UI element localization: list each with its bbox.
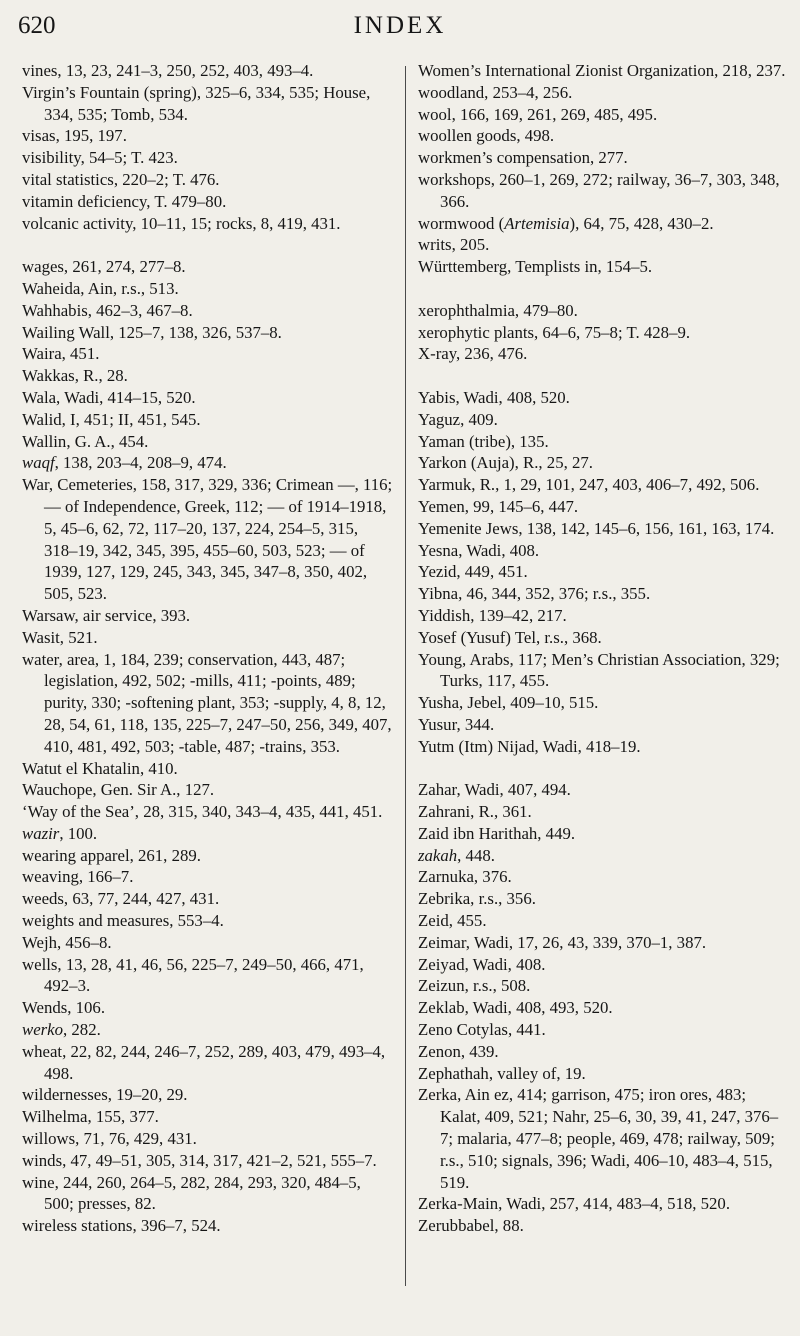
index-entry-text: wine, 244, 260, 264–5, 282, 284, 293, 320, 484–5, 500; presses, 82. — [22, 1172, 361, 1214]
index-entry — [418, 60, 790, 82]
index-entry-text: Yusha, Jebel, 409–10, 515. — [418, 693, 599, 713]
index-entry — [418, 1063, 790, 1085]
index-entry-italic-text: zakah — [418, 845, 458, 865]
index-entry-text: Wahhabis, 462–3, 467–8. — [22, 300, 193, 320]
index-entry-text: xerophytic plants, 64–6, 75–8; T. 428–9. — [418, 322, 691, 342]
index-entry-text: weeds, 63, 77, 244, 427, 431. — [22, 889, 220, 909]
index-entry-text: War, Cemeteries, 158, 317, 329, 336; Crimean —, 116; — of Independence, Greek, 112; — of 1914–1918, 5, 45–6, 62, 72, 117–20, 137, 224, 254–5, 315, 318–19, 342, 345, 395, 455–60, 503, 523; — of 1939, 127, 129, 245, 343, 345, 347–8, 350, 402, 505, 523. — [22, 475, 393, 604]
index-entry-italic-text: waqf — [22, 453, 55, 473]
index-entry-text: Virgin’s Fountain (spring), 325–6, 334, 535; House, 334, 535; Tomb, 534. — [22, 82, 371, 124]
index-entry — [418, 256, 790, 278]
index-entry-text: Yibna, 46, 344, 352, 376; r.s., 355. — [418, 584, 651, 604]
index-entry-text: Zarnuka, 376. — [418, 867, 512, 887]
index-entry — [22, 1215, 394, 1237]
index-entry — [418, 540, 790, 562]
index-entry — [22, 1041, 394, 1085]
index-entry-text: Wala, Wadi, 414–15, 520. — [22, 387, 196, 407]
index-entry — [418, 997, 790, 1019]
index-entry — [22, 627, 394, 649]
index-entry — [418, 1041, 790, 1063]
index-entry — [22, 823, 394, 845]
index-entry — [22, 845, 394, 867]
index-entry-text: Watut el Khatalin, 410. — [22, 758, 178, 778]
index-entry-text: Yarkon (Auja), R., 25, 27. — [418, 453, 593, 473]
index-entry-text: wheat, 22, 82, 244, 246–7, 252, 289, 403, 479, 493–4, 498. — [22, 1041, 386, 1083]
column-divider — [405, 66, 406, 1286]
index-entry-text: Young, Arabs, 117; Men’s Christian Association, 329; Turks, 117, 455. — [418, 649, 780, 691]
index-entry-text: ‘Way of the Sea’, 28, 315, 340, 343–4, 435, 441, 451. — [22, 802, 383, 822]
index-entry — [22, 866, 394, 888]
index-entry-text: , 448. — [457, 845, 495, 865]
index-entry-text: wells, 13, 28, 41, 46, 56, 225–7, 249–50, 466, 471, 492–3. — [22, 954, 364, 996]
index-entry-text: Yesna, Wadi, 408. — [418, 540, 540, 560]
index-entry — [418, 147, 790, 169]
index-entry — [418, 910, 790, 932]
index-entry — [22, 365, 394, 387]
index-entry — [22, 431, 394, 453]
index-entry — [418, 1019, 790, 1041]
index-entry — [418, 104, 790, 126]
index-entry-text: Württemberg, Templists in, 154–5. — [418, 257, 653, 277]
letter-group-gap — [418, 758, 790, 780]
index-entry — [22, 649, 394, 758]
index-entry-text: woodland, 253–4, 256. — [418, 82, 573, 102]
index-entry-text: Zephathah, valley of, 19. — [418, 1063, 586, 1083]
index-entry — [22, 213, 394, 235]
index-entry-text: wages, 261, 274, 277–8. — [22, 257, 186, 277]
index-entry-text: Yemenite Jews, 138, 142, 145–6, 156, 161, 163, 174. — [418, 518, 775, 538]
letter-group-gap — [418, 365, 790, 387]
index-entry — [418, 954, 790, 976]
index-column-left — [22, 60, 394, 1237]
index-entry — [418, 213, 790, 235]
index-entry-text: weaving, 166–7. — [22, 867, 134, 887]
index-entry — [418, 82, 790, 104]
index-entry — [22, 1084, 394, 1106]
index-entry-italic-text: Artemisia — [504, 213, 570, 233]
index-entry-text: Wends, 106. — [22, 998, 106, 1018]
index-entry — [418, 409, 790, 431]
index-entry-text: Yiddish, 139–42, 217. — [418, 605, 567, 625]
index-entry-text: ), 64, 75, 428, 430–2. — [569, 213, 714, 233]
index-entry-italic-text: wazir — [22, 823, 60, 843]
index-entry-text: Zerka-Main, Wadi, 257, 414, 483–4, 518, 520. — [418, 1194, 731, 1214]
index-entry-text: Zerka, Ain ez, 414; garrison, 475; iron ores, 483; Kalat, 409, 521; Nahr, 25–6, 30, 39, 41, 247, 376–7; malaria, 477–8; people, 469, 478; railway, 509; r.s., 510; signals, 396; Wadi, 406–10, 483–4, 515, 519. — [418, 1085, 779, 1192]
index-entry — [418, 343, 790, 365]
index-entry-text: Warsaw, air service, 393. — [22, 605, 191, 625]
index-entry — [22, 954, 394, 998]
index-entry-text: Yaman (tribe), 135. — [418, 431, 549, 451]
index-entry — [418, 692, 790, 714]
index-entry — [418, 866, 790, 888]
index-entry — [418, 496, 790, 518]
index-entry — [22, 125, 394, 147]
index-entry-text: Yezid, 449, 451. — [418, 562, 528, 582]
index-entry — [22, 1128, 394, 1150]
index-entry — [418, 387, 790, 409]
index-entry — [22, 256, 394, 278]
index-entry-text: Wakkas, R., 28. — [22, 366, 128, 386]
index-entry — [418, 169, 790, 213]
index-entry-text: workshops, 260–1, 269, 272; railway, 36–7, 303, 348, 366. — [418, 169, 780, 211]
index-entry — [418, 932, 790, 954]
index-entry-text: Yemen, 99, 145–6, 447. — [418, 496, 579, 516]
index-entry-text: , 138, 203–4, 208–9, 474. — [54, 453, 227, 473]
index-entry — [22, 191, 394, 213]
index-entry-text: Zeizun, r.s., 508. — [418, 976, 531, 996]
index-entry — [418, 627, 790, 649]
index-entry-text: Yarmuk, R., 1, 29, 101, 247, 403, 406–7, 492, 506. — [418, 475, 760, 495]
index-entry-text: Zeimar, Wadi, 17, 26, 43, 339, 370–1, 387. — [418, 932, 707, 952]
index-entry-text: Yaguz, 409. — [418, 409, 498, 429]
index-entry-text: visibility, 54–5; T. 423. — [22, 148, 178, 168]
index-entry — [418, 322, 790, 344]
index-entry-text: Yusur, 344. — [418, 714, 495, 734]
index-entry — [22, 1106, 394, 1128]
index-entry-text: Waira, 451. — [22, 344, 100, 364]
index-entry-text: winds, 47, 49–51, 305, 314, 317, 421–2, 521, 555–7. — [22, 1150, 377, 1170]
index-entry-text: Yosef (Yusuf) Tel, r.s., 368. — [418, 627, 602, 647]
index-entry-text: Waheida, Ain, r.s., 513. — [22, 278, 179, 298]
index-entry — [418, 1215, 790, 1237]
letter-group-gap — [22, 234, 394, 256]
index-entry — [22, 1172, 394, 1216]
index-entry — [22, 888, 394, 910]
index-entry — [22, 343, 394, 365]
index-entry — [418, 605, 790, 627]
index-entry — [418, 779, 790, 801]
index-entry-text: visas, 195, 197. — [22, 126, 127, 146]
index-entry-text: Zeklab, Wadi, 408, 493, 520. — [418, 998, 613, 1018]
index-entry — [22, 932, 394, 954]
index-entry — [22, 278, 394, 300]
index-entry-text: Wallin, G. A., 454. — [22, 431, 149, 451]
index-entry — [22, 997, 394, 1019]
index-entry — [418, 1084, 790, 1193]
index-entry — [22, 1019, 394, 1041]
index-entry — [418, 714, 790, 736]
index-entry — [22, 387, 394, 409]
index-entry — [418, 583, 790, 605]
index-entry — [418, 801, 790, 823]
index-entry-text: Wauchope, Gen. Sir A., 127. — [22, 780, 215, 800]
index-entry — [418, 736, 790, 758]
index-entry — [22, 322, 394, 344]
index-entry — [418, 845, 790, 867]
index-entry-text: Walid, I, 451; II, 451, 545. — [22, 409, 201, 429]
index-entry-text: Wilhelma, 155, 377. — [22, 1107, 159, 1127]
index-entry — [22, 910, 394, 932]
index-entry — [418, 431, 790, 453]
index-entry-text: Zeno Cotylas, 441. — [418, 1020, 546, 1040]
index-entry-text: wearing apparel, 261, 289. — [22, 845, 201, 865]
index-entry-text: woollen goods, 498. — [418, 126, 555, 146]
index-entry-text: Women’s International Zionist Organization, 218, 237. — [418, 61, 786, 80]
index-entry-text: wireless stations, 396–7, 524. — [22, 1216, 221, 1236]
index-column-right — [418, 60, 790, 1237]
index-entry-text: weights and measures, 553–4. — [22, 911, 224, 931]
index-entry — [22, 758, 394, 780]
index-entry-text: volcanic activity, 10–11, 15; rocks, 8, 419, 431. — [22, 213, 341, 233]
index-entry-text: Wasit, 521. — [22, 627, 98, 647]
index-entry — [418, 649, 790, 693]
index-entry-text: wool, 166, 169, 261, 269, 485, 495. — [418, 104, 658, 124]
index-entry — [418, 518, 790, 540]
index-entry-text: Zaid ibn Harithah, 449. — [418, 823, 576, 843]
index-entry — [22, 82, 394, 126]
index-entry — [418, 125, 790, 147]
index-entry-text: X-ray, 236, 476. — [418, 344, 528, 364]
index-entry — [418, 474, 790, 496]
index-entry-text: xerophthalmia, 479–80. — [418, 300, 578, 320]
index-entry-text: Yutm (Itm) Nijad, Wadi, 418–19. — [418, 736, 641, 756]
index-entry-text: Wejh, 456–8. — [22, 932, 112, 952]
index-entry-text: wormwood ( — [418, 213, 505, 233]
index-entry-text: water, area, 1, 184, 239; conservation, 443, 487; legislation, 492, 502; -mills, 411; -points, 489; purity, 330; -softening plant, 353; -supply, 4, 8, 12, 28, 54, 61, 118, 135, 225–7, 247–50, 256, 349, 407, 410, 481, 492, 503; -table, 487; -trains, 353. — [22, 649, 392, 756]
index-entry-text: Zerubbabel, 88. — [418, 1216, 524, 1236]
index-entry — [418, 1193, 790, 1215]
index-entry-text: wildernesses, 19–20, 29. — [22, 1085, 188, 1105]
index-entry — [22, 779, 394, 801]
index-entry — [418, 975, 790, 997]
index-entry-text: Zeiyad, Wadi, 408. — [418, 954, 546, 974]
index-entry-text: vitamin deficiency, T. 479–80. — [22, 191, 227, 211]
running-head: INDEX — [353, 12, 447, 39]
index-entry-text: vital statistics, 220–2; T. 476. — [22, 169, 220, 189]
index-entry — [418, 234, 790, 256]
index-entry-italic-text: werko — [22, 1020, 64, 1040]
index-entry-text: Zenon, 439. — [418, 1041, 499, 1061]
index-entry-text: Wailing Wall, 125–7, 138, 326, 537–8. — [22, 322, 282, 342]
index-entry — [22, 60, 394, 82]
index-entry — [22, 474, 394, 605]
index-entry — [22, 605, 394, 627]
index-entry — [22, 169, 394, 191]
index-entry — [418, 888, 790, 910]
page-number: 620 — [18, 12, 56, 39]
index-entry-text: Zebrika, r.s., 356. — [418, 889, 536, 909]
index-entry — [22, 300, 394, 322]
index-entry — [418, 300, 790, 322]
index-entry — [22, 452, 394, 474]
index-entry-text: Zahrani, R., 361. — [418, 802, 532, 822]
index-entry-text: , 282. — [63, 1020, 101, 1040]
index-entry — [22, 1150, 394, 1172]
index-entry — [418, 561, 790, 583]
index-entry — [22, 147, 394, 169]
index-entry — [22, 801, 394, 823]
index-entry-text: willows, 71, 76, 429, 431. — [22, 1129, 197, 1149]
index-entry — [22, 409, 394, 431]
letter-group-gap — [418, 278, 790, 300]
index-entry-text: vines, 13, 23, 241–3, 250, 252, 403, 493–4. — [22, 61, 314, 80]
index-entry-text: Zahar, Wadi, 407, 494. — [418, 780, 571, 800]
index-entry-text: workmen’s compensation, 277. — [418, 148, 628, 168]
index-entry-text: Zeid, 455. — [418, 911, 487, 931]
index-entry — [418, 452, 790, 474]
index-entry-text: , 100. — [59, 823, 98, 843]
index-entry-text: Yabis, Wadi, 408, 520. — [418, 387, 570, 407]
index-entry — [418, 823, 790, 845]
index-entry-text: writs, 205. — [418, 235, 490, 255]
